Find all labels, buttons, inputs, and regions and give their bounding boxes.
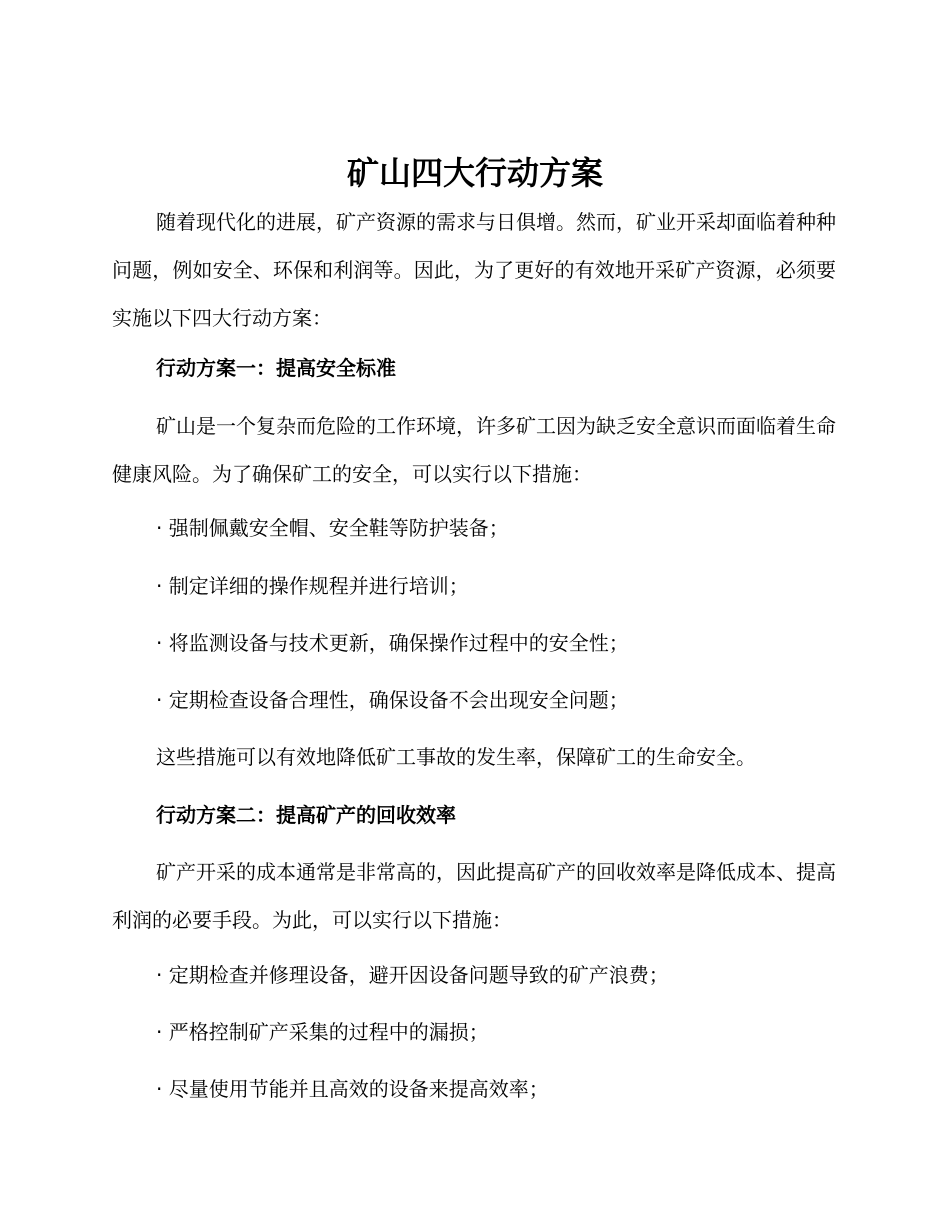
section2-heading: 行动方案二：提高矿产的回收效率 <box>156 803 456 827</box>
section1-paragraph: 矿山是一个复杂而危险的工作环境，许多矿工因为缺乏安全意识而面临着生命健康风险。为了确保矿工的安全，可以实行以下措施： <box>112 414 836 486</box>
section1-bullet-2: · 制定详细的操作规程并进行培训； <box>156 574 469 598</box>
section2-bullet-1: · 定期检查并修理设备，避开因设备问题导致的矿产浪费； <box>156 963 669 987</box>
intro-paragraph: 随着现代化的进展，矿产资源的需求与日俱增。然而，矿业开采却面临着种种问题，例如安全、环保和利润等。因此，为了更好的有效地开采矿产资源，必须要实施以下四大行动方案： <box>112 210 836 330</box>
section1-bullet-1: · 强制佩戴安全帽、安全鞋等防护装备； <box>156 516 509 540</box>
document-title: 矿山四大行动方案 <box>346 154 603 192</box>
section1-heading: 行动方案一：提高安全标准 <box>156 356 396 380</box>
section1-conclusion: 这些措施可以有效地降低矿工事故的发生率，保障矿工的生命安全。 <box>156 745 756 769</box>
section2-paragraph: 矿产开采的成本通常是非常高的，因此提高矿产的回收效率是降低成本、提高利润的必要手段。为此，可以实行以下措施： <box>112 860 836 932</box>
section2-bullet-2: · 严格控制矿产采集的过程中的漏损； <box>156 1020 489 1044</box>
section1-bullet-4: · 定期检查设备合理性，确保设备不会出现安全问题； <box>156 688 629 712</box>
section2-bullet-3: · 尽量使用节能并且高效的设备来提高效率； <box>156 1077 549 1101</box>
section1-bullet-3: · 将监测设备与技术更新，确保操作过程中的安全性； <box>156 631 629 655</box>
